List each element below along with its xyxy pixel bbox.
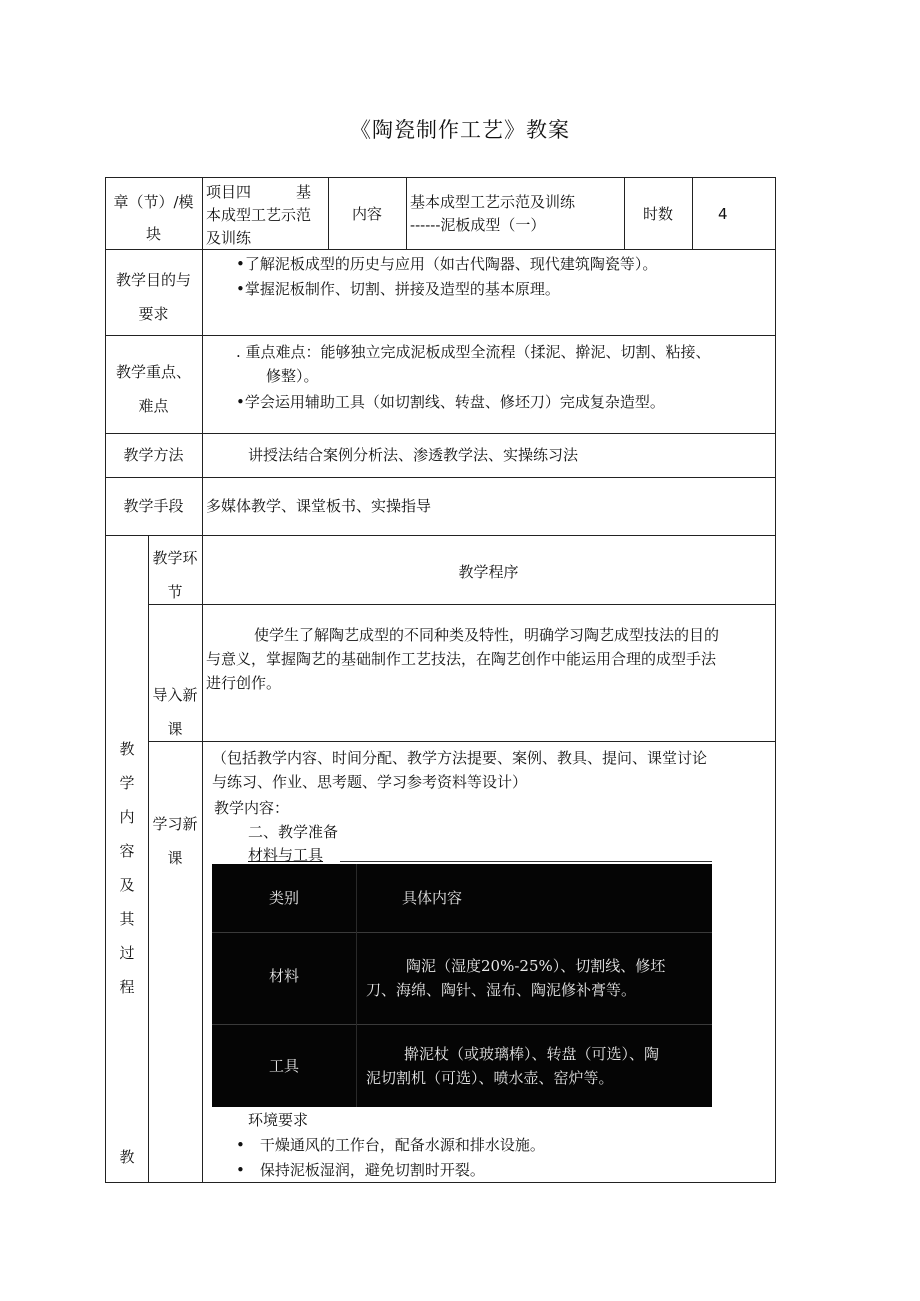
row-divider-7 [148, 741, 776, 742]
row-divider-2 [105, 335, 776, 336]
procedure-label: 教学程序 [458, 563, 519, 581]
intro-text-line1: 使学生了解陶艺成型的不同种类及特性，明确学习陶艺成型技法的目的 [254, 626, 720, 644]
materials-col-category-header: 类别 [268, 889, 299, 907]
environment-item-1: • 干燥通风的工作台，配备水源和排水设施。 [236, 1136, 545, 1154]
row-divider-5 [105, 535, 776, 536]
table-border-right [775, 177, 776, 1183]
materials-heading: 材料与工具 [248, 846, 324, 864]
objective-item-2: •掌握泥板制作、切割、拼接及造型的基本原理。 [236, 280, 560, 298]
objectives-label-cont: 要求 [138, 305, 169, 323]
materials-table-divider [212, 932, 712, 933]
key-point-item-1-cont: 修整）。 [266, 367, 319, 385]
table-border-top [105, 177, 776, 178]
materials-row-content-line1: 陶泥（湿度20%-25%）、切割线、修坯 [406, 957, 666, 975]
content-value-line2: ------泥板成型（一） [410, 216, 546, 234]
environment-item-2: • 保持泥板湿润，避免切割时开裂。 [236, 1161, 485, 1179]
hours-value: 4 [718, 205, 728, 223]
row-divider-6 [148, 604, 776, 605]
materials-row-label: 材料 [268, 967, 299, 985]
method-label: 教学方法 [123, 446, 184, 464]
table-border-left [105, 177, 106, 1183]
method-value: 讲授法结合案例分析法、渗透教学法、实操练习法 [248, 446, 579, 464]
intro-label-cont: 课 [167, 720, 183, 738]
intro-label: 导入新 [152, 686, 198, 704]
side-char: 过 [119, 944, 135, 962]
tools-row-label: 工具 [268, 1057, 299, 1075]
objective-item-1: •了解泥板成型的历史与应用（如古代陶器、现代建筑陶瓷等）。 [236, 255, 658, 273]
page-title: 《陶瓷制作工艺》教案 [350, 118, 570, 142]
environment-heading: 环境要求 [248, 1111, 309, 1129]
materials-col-content-header: 具体内容 [402, 889, 463, 907]
side-char: 程 [119, 978, 135, 996]
side-char: 容 [119, 842, 135, 860]
side-char: 其 [119, 910, 135, 928]
key-points-label-cont: 难点 [138, 397, 169, 415]
preparation-heading: 二、教学准备 [248, 823, 339, 841]
tools-row-content-line2: 泥切割机（可选）、喷水壶、窑炉等。 [366, 1069, 614, 1087]
side-char: 及 [119, 876, 135, 894]
project-value-line1: 项目四 基 [206, 183, 312, 201]
stage-label-cont: 节 [167, 583, 183, 601]
col-divider-content-label [406, 177, 407, 250]
row-divider-4 [105, 477, 776, 478]
table-border-bottom [105, 1182, 776, 1183]
col-divider-hours [692, 177, 693, 250]
content-value-line1: 基本成型工艺示范及训练 [410, 193, 576, 211]
materials-row-content-line2: 刀、海绵、陶针、湿布、陶泥修补膏等。 [366, 981, 637, 999]
new-lesson-label-cont: 课 [167, 849, 183, 867]
side-char: 学 [119, 774, 135, 792]
intro-text-line2: 与意义，掌握陶艺的基础制作工艺技法，在陶艺创作中能运用合理的成型手法 [206, 650, 717, 668]
key-point-item-1: . 重点难点：能够独立完成泥板成型全流程（揉泥、擀泥、切割、粘接、 [236, 343, 711, 361]
tools-row-content-line1: 擀泥杖（或玻璃棒）、转盘（可选）、陶 [404, 1045, 660, 1063]
intro-text-line3: 进行创作。 [206, 674, 282, 692]
stage-label: 教学环 [152, 549, 198, 567]
content-label: 内容 [351, 205, 382, 223]
materials-table-col-divider [356, 864, 357, 1107]
materials-table-divider [212, 1024, 712, 1025]
side-char-bottom: 教 [119, 1148, 135, 1166]
materials-table [212, 864, 712, 1107]
new-lesson-note-line2: 与练习、作业、思考题、学习参考资料等设计） [212, 773, 528, 791]
key-points-label: 教学重点、 [115, 363, 191, 381]
col-divider-stage [202, 535, 203, 1183]
key-point-item-2: •学会运用辅助工具（如切割线、转盘、修坯刀）完成复杂造型。 [236, 393, 665, 411]
row-divider-3 [105, 433, 776, 434]
chapter-label: 章（节）/模 [113, 193, 194, 211]
project-value-line2: 本成型工艺示范 [206, 206, 312, 224]
objectives-label: 教学目的与 [115, 271, 191, 289]
means-label: 教学手段 [123, 497, 184, 515]
means-value: 多媒体教学、课堂板书、实操指导 [206, 497, 432, 515]
hours-label: 时数 [642, 205, 673, 223]
new-lesson-note-line1: （包括教学内容、时间分配、教学方法提要、案例、教具、提问、课堂讨论 [212, 749, 708, 767]
side-char: 教 [119, 740, 135, 758]
materials-underline [340, 861, 712, 862]
project-value-line3: 及训练 [206, 229, 252, 247]
new-lesson-label: 学习新 [152, 815, 198, 833]
chapter-label-cont: 块 [145, 225, 161, 243]
teaching-content-heading: 教学内容： [214, 799, 290, 817]
side-char: 内 [119, 808, 135, 826]
col-divider-label [202, 177, 203, 536]
